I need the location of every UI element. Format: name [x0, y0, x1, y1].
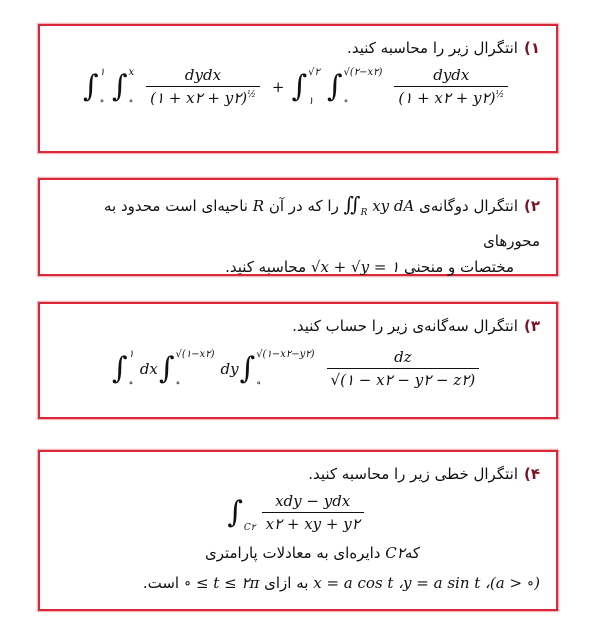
lower-limit: ۱ — [308, 95, 314, 107]
upper-limit: x — [128, 66, 135, 78]
problem-4: ۴)انتگرال خطی زیر را محاسبه کنید. ∫ $_{C۲}$ $\frac{\text{xdy − ydx}}{x۲ + xy + y۲}$ کهC۲ دایره‌ای به معادلات پارامتری x = a cos t ،y = a sin t ،(a > ∘) به ازای ∘ ≤ t ≤ ۲π است. — [38, 450, 558, 611]
integral-sign: ∫ — [111, 350, 128, 386]
lower-limit: ∘ — [99, 95, 105, 107]
problem-number: ۲) — [523, 197, 540, 215]
integral-sign: ∫ — [239, 350, 256, 386]
problem-number: ۴) — [523, 465, 540, 483]
upper-limit: ۱ — [99, 66, 105, 78]
triple-integral: ∫ ۱ ∘ dx ∫ √(۱−x۲) ∘ dy ∫ √(۱−x۲−y۲) ∘ $\frac{dz}{√(۱ - x۲ - y۲ - z۲)}$ — [56, 348, 540, 389]
integral-expression — [56, 66, 540, 107]
parametric-equations: x = a cos t ،y = a sin t ،(a > ∘) — [313, 574, 540, 592]
upper-limit: √۲ — [308, 66, 320, 78]
double-integral: $∬_R$ xy dA — [343, 192, 415, 218]
integral-sign: ∫ — [158, 350, 175, 386]
problem-number: ۱) — [523, 39, 540, 57]
problem-text: انتگرال سه‌گانه‌ی زیر را حساب کنید. — [292, 317, 518, 335]
upper-limit: √(۲−x۲) — [343, 66, 383, 78]
fraction: $\frac{\text{xdy − ydx}}{x۲ + xy + y۲}$ — [262, 492, 364, 533]
problem-text: انتگرال زیر را محاسبه کنید. — [347, 39, 518, 57]
problem-number: ۳) — [523, 317, 540, 335]
lower-limit: ∘ — [128, 95, 134, 107]
integral-sign: ∫ — [111, 68, 128, 104]
fraction: $\frac{\text{dydx}}{(۱ + x۲ + y۲)^{\frac{1}{2}}}$ — [146, 66, 260, 107]
line-integral: ∫ $_{C۲}$ $\frac{\text{xdy − ydx}}{x۲ + xy + y۲}$ — [56, 492, 540, 533]
plus: + — [271, 77, 285, 96]
problem-3 — [38, 302, 558, 419]
curve-equation: √x + √y = ۱ — [310, 258, 400, 276]
integral-sign: ∫ — [291, 68, 308, 104]
problem-2: ۲)انتگرال دوگانه‌ی $∬_R$ xy dA را که در آن R ناحیه‌ای است محدود به محورهای مختصات و منحنی √x + √y = ۱ محاسبه کنید. — [38, 178, 558, 276]
problem-text: انتگرال خطی زیر را محاسبه کنید. — [308, 465, 518, 483]
integral-sign: ∫ — [227, 494, 243, 530]
integral-sign: ∫ — [326, 68, 343, 104]
lower-limit: ∘ — [343, 95, 349, 107]
fraction: $\frac{\text{dydx}}{(۱ + x۲ + y۲)^{\frac{1}{2}}}$ — [394, 66, 508, 107]
fraction: $\frac{dz}{√(۱ - x۲ - y۲ - z۲)}$ — [327, 348, 480, 389]
problem-1 — [38, 24, 558, 153]
integral-sign: ∫ — [82, 68, 99, 104]
